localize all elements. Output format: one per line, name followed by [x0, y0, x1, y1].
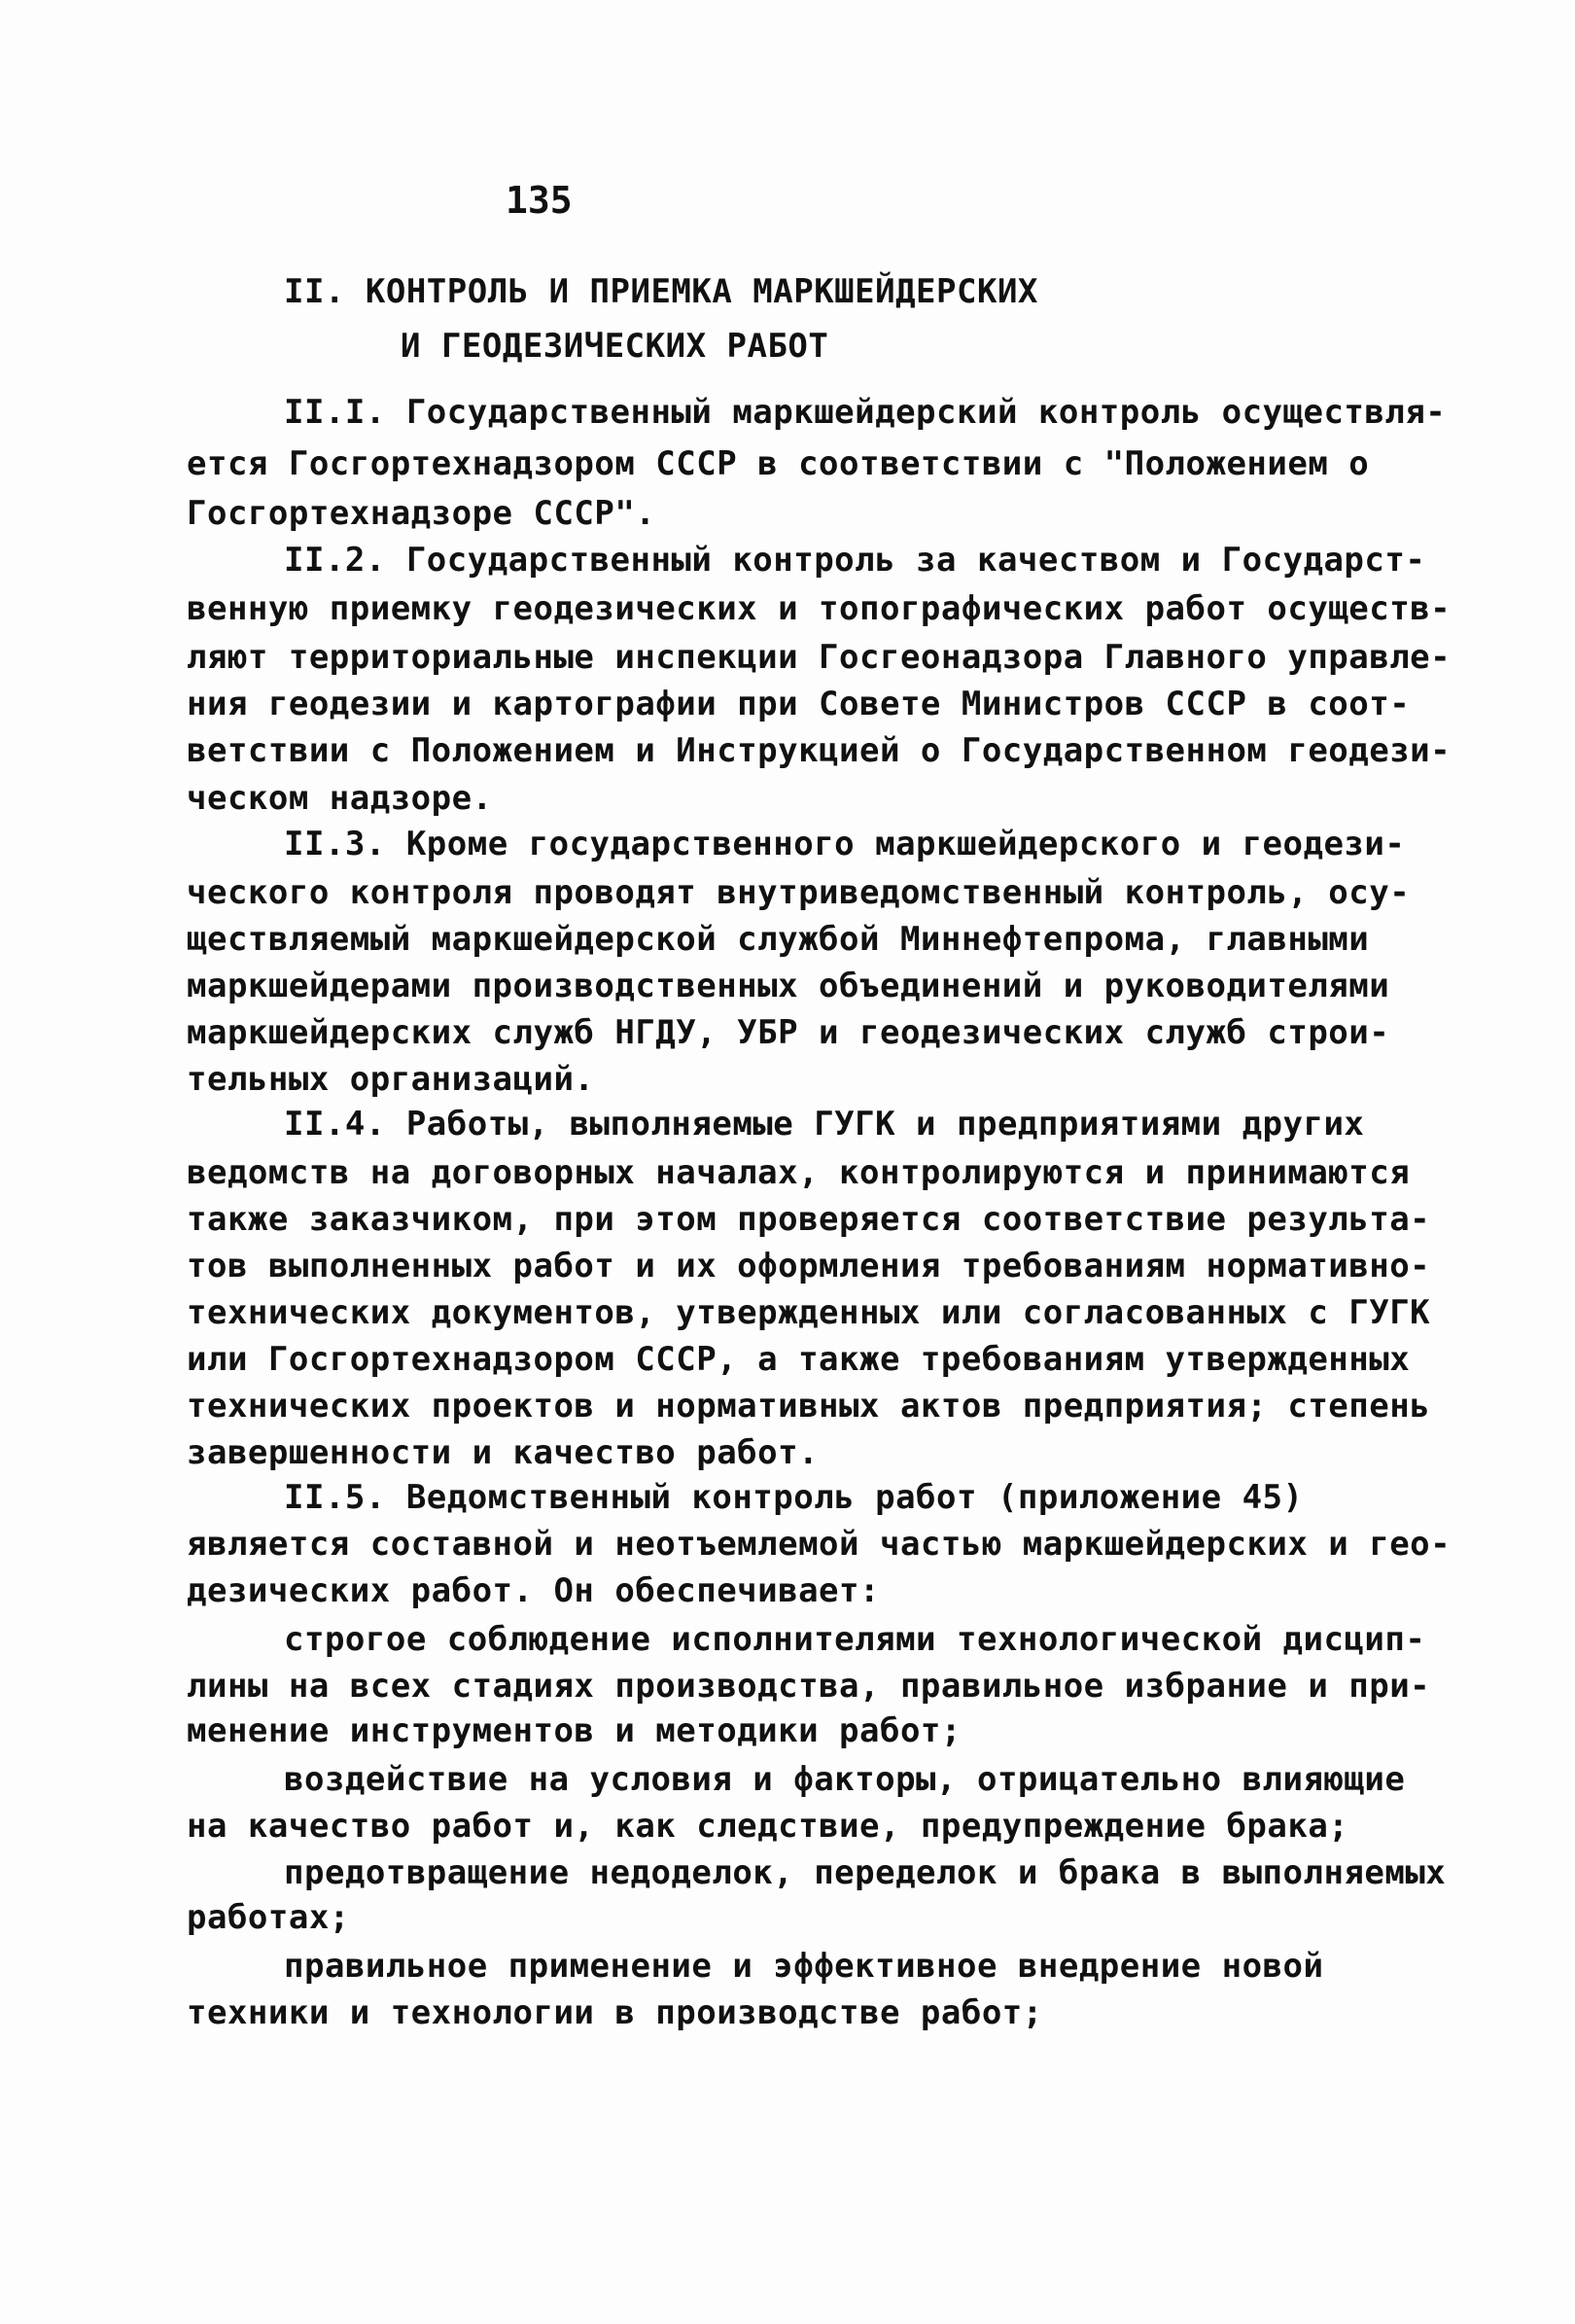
paragraph-line: ществляемый маркшейдерской службой Миннефтепрома, главными [187, 920, 1370, 959]
list-item-line: на качество работ и, как следствие, предупреждение брака; [187, 1807, 1349, 1846]
list-item-line: лины на всех стадиях производства, правильное избрание и при- [187, 1667, 1431, 1706]
paragraph-line: II.4. Работы, выполняемые ГУГК и предприятиями других [284, 1105, 1365, 1144]
list-item-line: воздействие на условия и факторы, отрицательно влияющие [284, 1760, 1406, 1799]
paragraph-line: ния геодезии и картографии при Совете Министров СССР в соот- [187, 685, 1411, 723]
paragraph-line: тельных организаций. [187, 1060, 595, 1099]
paragraph-line: тов выполненных работ и их оформления требованиям нормативно- [187, 1247, 1431, 1285]
list-item-line: предотвращение недоделок, переделок и брака в выполняемых [284, 1853, 1447, 1892]
list-item-line: техники и технологии в производстве работ; [187, 1993, 1043, 2032]
paragraph-line: Госгортехнадзоре СССР". [187, 494, 656, 533]
paragraph-line: завершенности и качество работ. [187, 1433, 820, 1472]
page-number: 135 [506, 179, 573, 222]
paragraph-line: ляют территориальные инспекции Госгеонадзора Главного управле- [187, 638, 1452, 677]
paragraph-line: дезических работ. Он обеспечивает: [187, 1571, 880, 1610]
paragraph-line: II.I. Государственный маркшейдерский контроль осуществля- [284, 393, 1447, 432]
paragraph-line: ческом надзоре. [187, 779, 493, 818]
list-item-line: строгое соблюдение исполнителями технологической дисцип- [284, 1620, 1426, 1659]
section-heading-line-2: И ГЕОДЕЗИЧЕСКИХ РАБОТ [401, 327, 829, 366]
paragraph-line: технических документов, утвержденных или согласованных с ГУГК [187, 1293, 1431, 1332]
paragraph-line: или Госгортехнадзором СССР, а также требованиям утвержденных [187, 1340, 1411, 1379]
paragraph-line: ветствии с Положением и Инструкцией о Государственном геодези- [187, 731, 1452, 770]
list-item-line: менение инструментов и методики работ; [187, 1711, 962, 1750]
paragraph-line: ческого контроля проводят внутриведомственный контроль, осу- [187, 873, 1411, 912]
list-item-line: правильное применение и эффективное внедрение новой [284, 1947, 1324, 1986]
paragraph-line: венную приемку геодезических и топографических работ осуществ- [187, 589, 1452, 628]
paragraph-line: II.2. Государственный контроль за качеством и Государст- [284, 541, 1426, 580]
section-heading-line-1: II. КОНТРОЛЬ И ПРИЕМКА МАРКШЕЙДЕРСКИХ [284, 272, 1038, 311]
paragraph-line: II.5. Ведомственный контроль работ (приложение 45) [284, 1478, 1304, 1517]
paragraph-line: является составной и неотъемлемой частью маркшейдерских и гео- [187, 1525, 1452, 1564]
paragraph-line: маркшейдерами производственных объединений и руководителями [187, 967, 1390, 1005]
paragraph-line: ведомств на договорных началах, контролируются и принимаются [187, 1153, 1411, 1192]
paragraph-line: технических проектов и нормативных актов предприятия; степень [187, 1387, 1431, 1426]
list-item-line: работах; [187, 1898, 350, 1937]
paragraph-line: II.3. Кроме государственного маркшейдерского и геодези- [284, 825, 1406, 863]
paragraph-line: маркшейдерских служб НГДУ, УБР и геодезических служб строи- [187, 1013, 1390, 1052]
paragraph-line: ется Госгортехнадзором СССР в соответствии с "Положением о [187, 444, 1370, 483]
paragraph-line: также заказчиком, при этом проверяется соответствие результа- [187, 1200, 1431, 1239]
